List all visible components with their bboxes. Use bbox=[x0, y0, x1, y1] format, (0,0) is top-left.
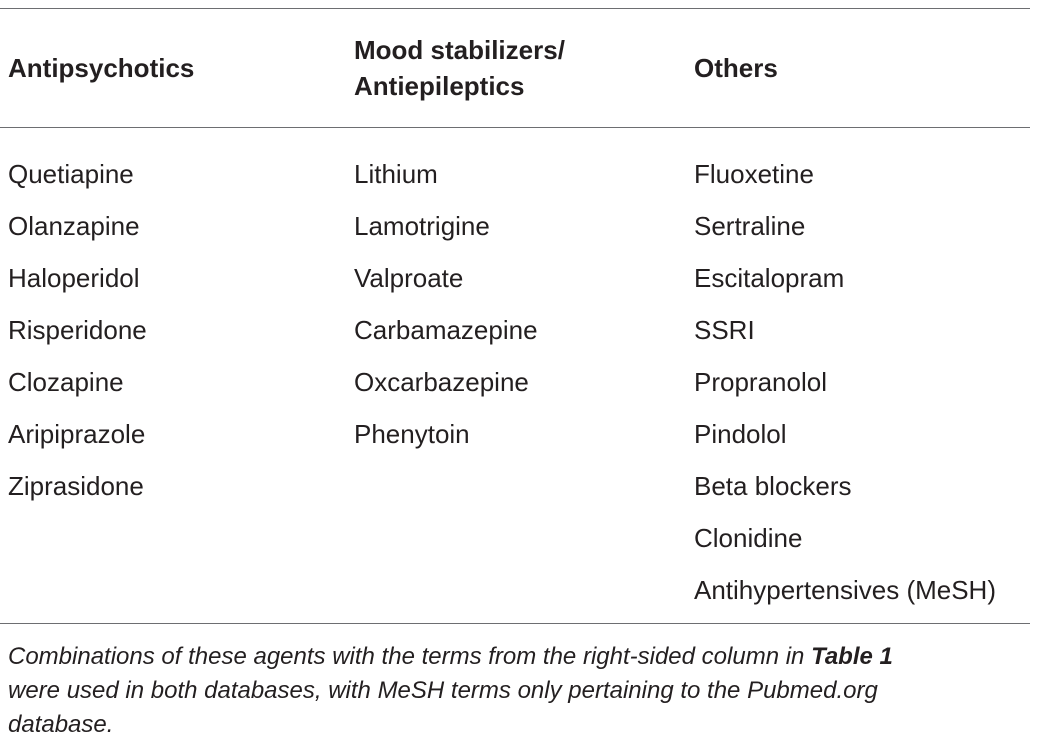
table-cell: Carbamazepine bbox=[354, 315, 538, 345]
header-antipsychotics bbox=[8, 50, 194, 86]
table-cell: Clozapine bbox=[8, 367, 124, 397]
header-line: Others bbox=[694, 53, 778, 83]
table-top-rule bbox=[0, 8, 1030, 9]
table-cell: Quetiapine bbox=[8, 159, 134, 189]
table-bottom-rule bbox=[0, 623, 1030, 624]
table-cell: Pindolol bbox=[694, 419, 787, 449]
table-header-rule bbox=[0, 127, 1030, 128]
header-line: Antiepileptics bbox=[354, 71, 525, 101]
table-header bbox=[0, 30, 1030, 110]
header-mood-stabilizers bbox=[354, 32, 565, 104]
column-others bbox=[694, 148, 996, 616]
table-cell: Haloperidol bbox=[8, 263, 140, 293]
table-cell: Lamotrigine bbox=[354, 211, 490, 241]
table-cell: Ziprasidone bbox=[8, 471, 144, 501]
table-cell: Olanzapine bbox=[8, 211, 140, 241]
table-cell: Propranolol bbox=[694, 367, 827, 397]
table-cell: Aripiprazole bbox=[8, 419, 146, 449]
column-antipsychotics bbox=[8, 148, 147, 512]
table-footnote bbox=[8, 640, 1018, 742]
table-cell: Lithium bbox=[354, 159, 438, 189]
column-mood-stabilizers bbox=[354, 148, 538, 460]
table-cell: Oxcarbazepine bbox=[354, 367, 529, 397]
table-cell: SSRI bbox=[694, 315, 755, 345]
header-line: Mood stabilizers/ bbox=[354, 35, 565, 65]
table-cell: Clonidine bbox=[694, 523, 803, 553]
footnote-text: Combinations of these agents with the terms from the right-sided column in bbox=[8, 643, 812, 670]
table-cell: Fluoxetine bbox=[694, 159, 814, 189]
footnote-line-1 bbox=[8, 640, 1018, 674]
table-cell: Antihypertensives (MeSH) bbox=[694, 575, 996, 605]
footnote-line-2: were used in both databases, with MeSH terms only pertaining to the Pubmed.org bbox=[8, 677, 878, 704]
table-cell: Risperidone bbox=[8, 315, 147, 345]
header-others bbox=[694, 50, 778, 86]
table-cell: Phenytoin bbox=[354, 419, 470, 449]
table-cell: Valproate bbox=[354, 263, 464, 293]
footnote-line-3: database. bbox=[8, 711, 114, 738]
footnote-table-reference: Table 1 bbox=[811, 643, 893, 670]
table-cell: Escitalopram bbox=[694, 263, 845, 293]
table-cell: Sertraline bbox=[694, 211, 806, 241]
header-line: Antipsychotics bbox=[8, 53, 195, 83]
table-cell: Beta blockers bbox=[694, 471, 852, 501]
